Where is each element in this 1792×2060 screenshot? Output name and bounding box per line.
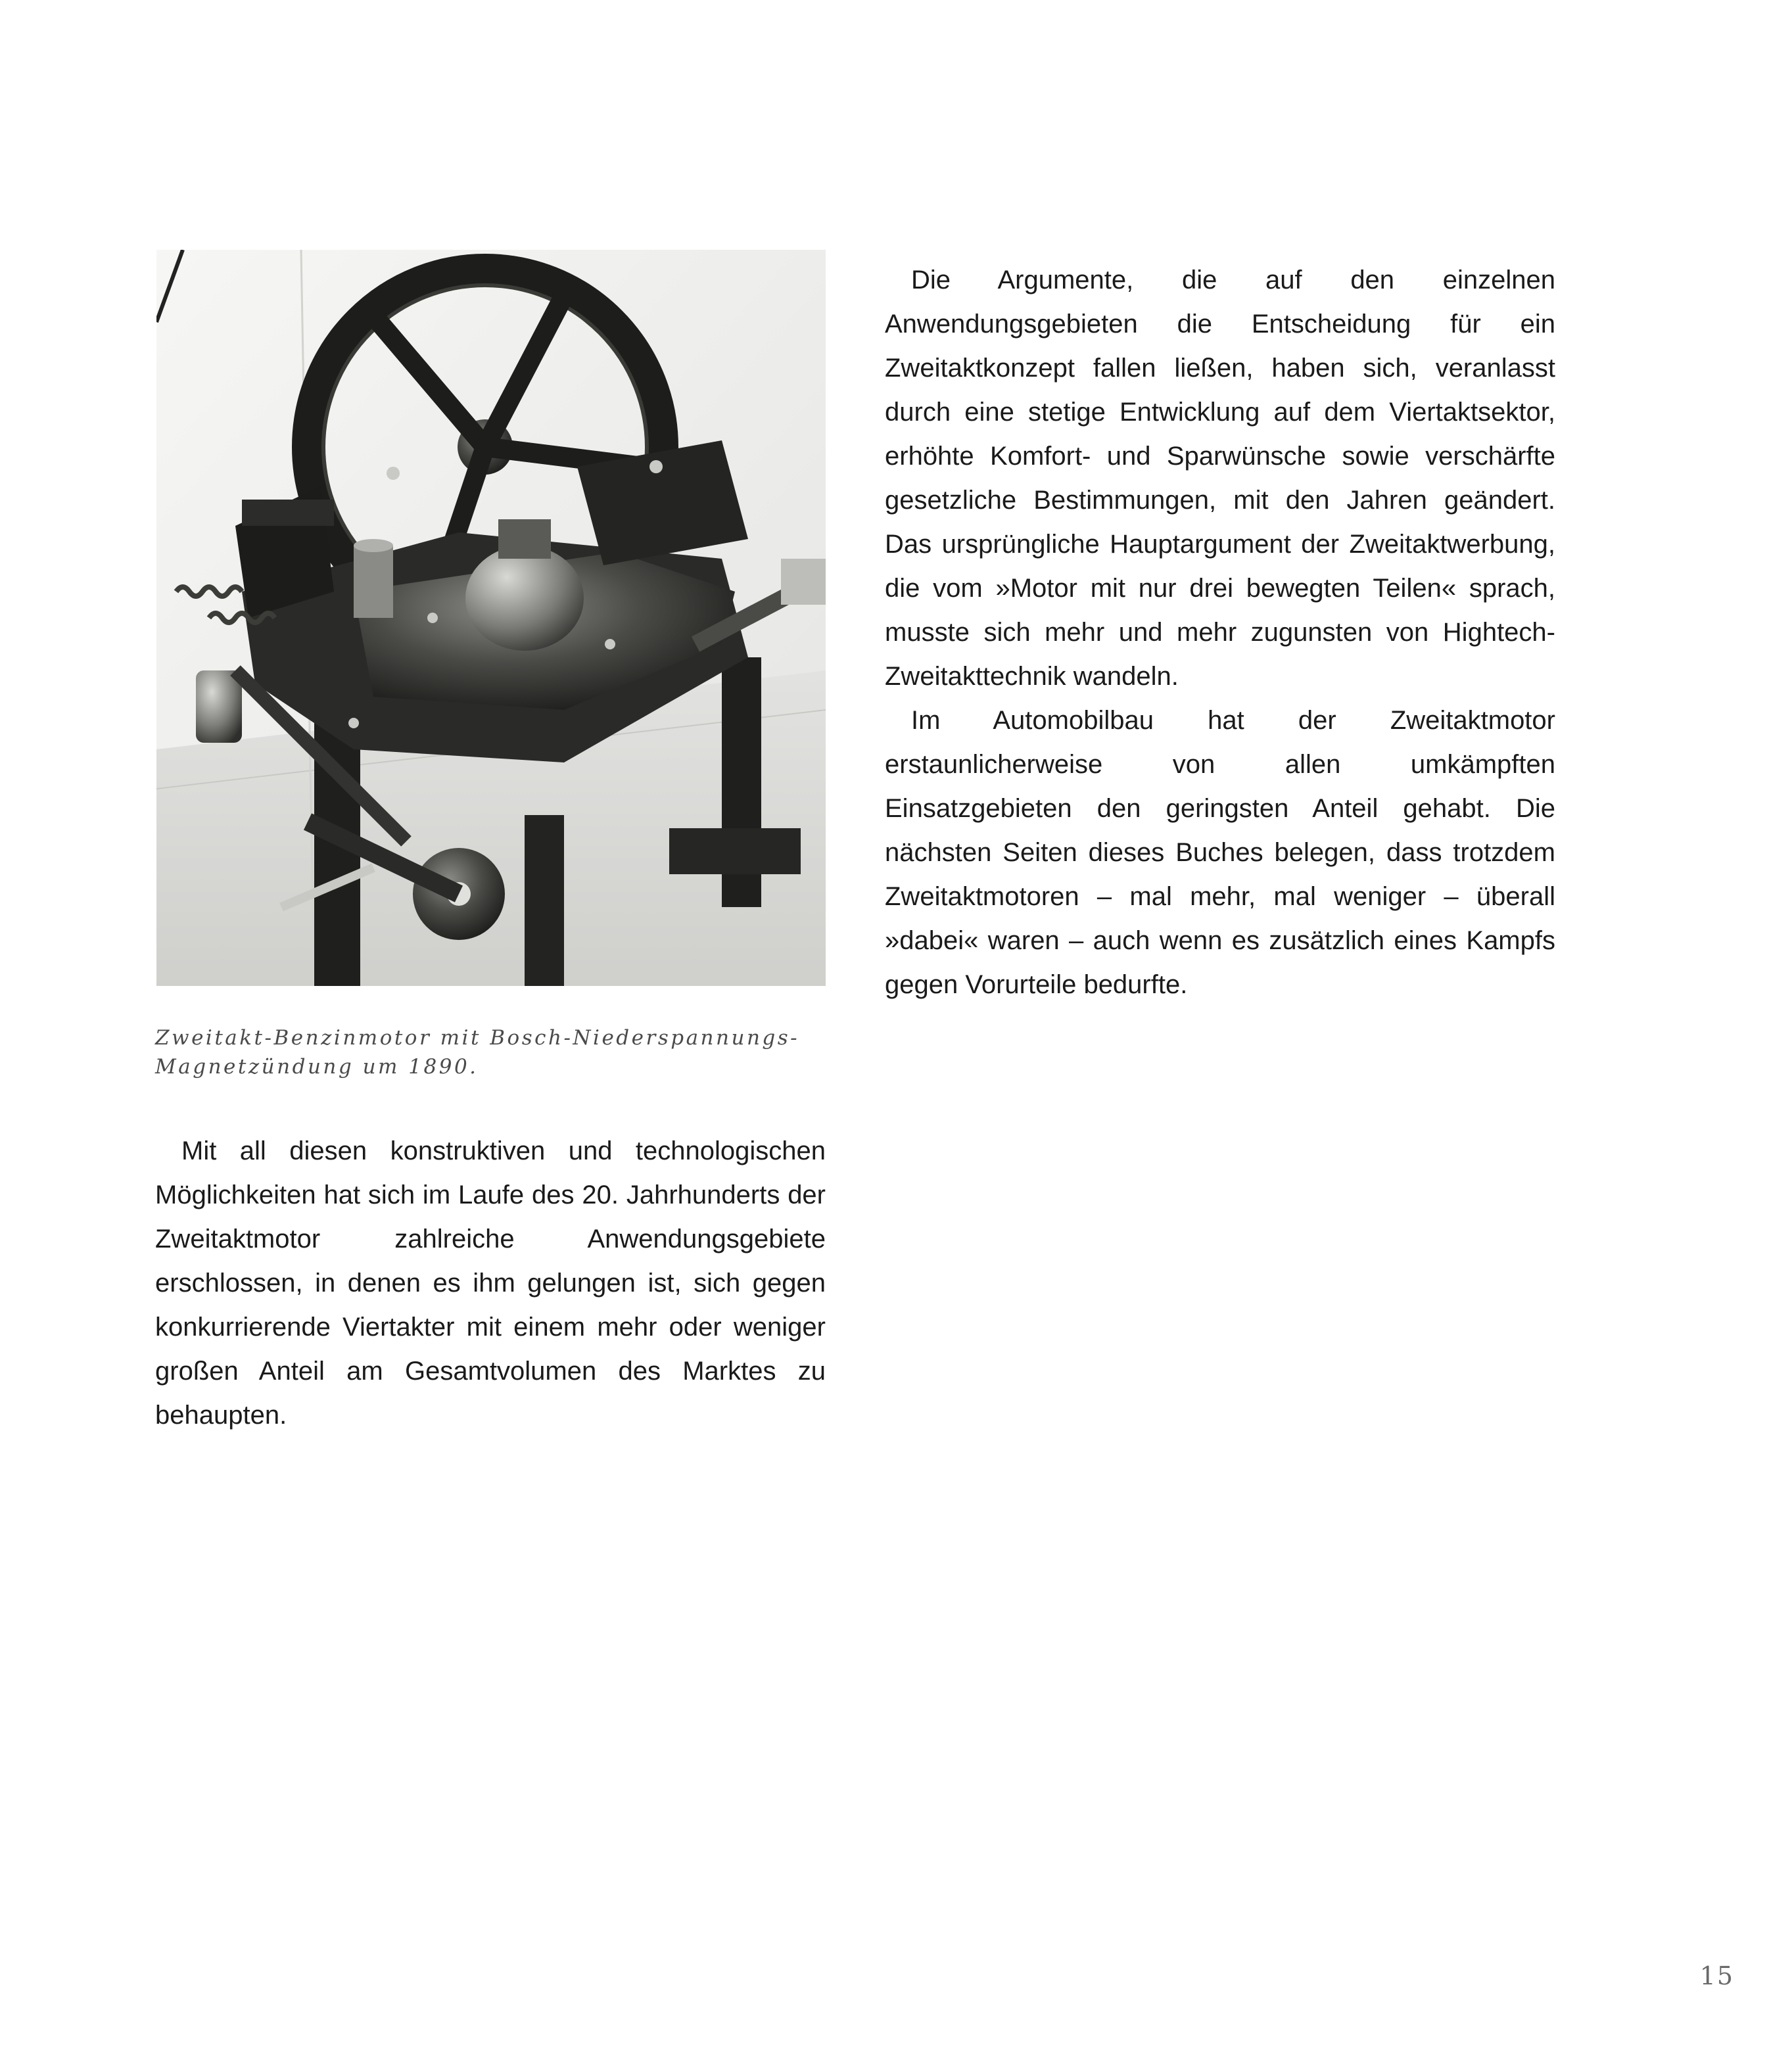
caption-line-1: Zweitakt-Benzinmotor mit Bosch-Niederspannungs-	[155, 1026, 800, 1050]
engine-illustration	[156, 250, 826, 986]
paragraph: Mit all diesen konstruktiven und technologischen Möglichkeiten hat sich im Laufe des 20. Jahrhunderts der Zweitaktmotor zahlreiche Anwendungsgebiete erschlossen, in denen es ihm gelungen ist, sich gegen konkurrierende Viertakter mit einem mehr oder weniger großen Anteil am Gesamtvolumen des Marktes zu behaupten.	[155, 1136, 826, 1430]
page-number: 15	[1699, 1961, 1734, 1990]
paragraph: Im Automobilbau hat der Zweitaktmotor erstaunlicherweise von allen umkämpften Einsatzgebieten den geringsten Anteil gehabt. Die nächsten Seiten dieses Buches belegen, dass trotzdem Zweitaktmotoren – mal mehr, mal weniger – überall »dabei« waren – auch wenn es zusätzlich eines Kampfs gegen Vorurteile bedurfte.	[885, 706, 1555, 999]
paragraph: Die Argumente, die auf den einzelnen Anwendungsgebieten die Entscheidung für ein Zweitaktkonzept fallen ließen, haben sich, veranlasst durch eine stetige Entwicklung auf dem Viertaktsektor, erhöhte Komfort- und Sparwünsche sowie verschärfte gesetzliche Bestimmungen, mit den Jahren geändert. Das ursprüngliche Hauptargument der Zweitaktwerbung, die vom »Motor mit nur drei bewegten Teilen« sprach, musste sich mehr und mehr zugunsten von Hightech-Zweitakttechnik wandeln.	[885, 266, 1555, 691]
left-column-text	[155, 1129, 826, 1438]
caption-line-2: Magnetzündung um 1890.	[155, 1055, 479, 1079]
engine-photo	[156, 250, 826, 986]
photo-caption	[155, 1023, 878, 1081]
right-column-text	[885, 258, 1555, 1007]
